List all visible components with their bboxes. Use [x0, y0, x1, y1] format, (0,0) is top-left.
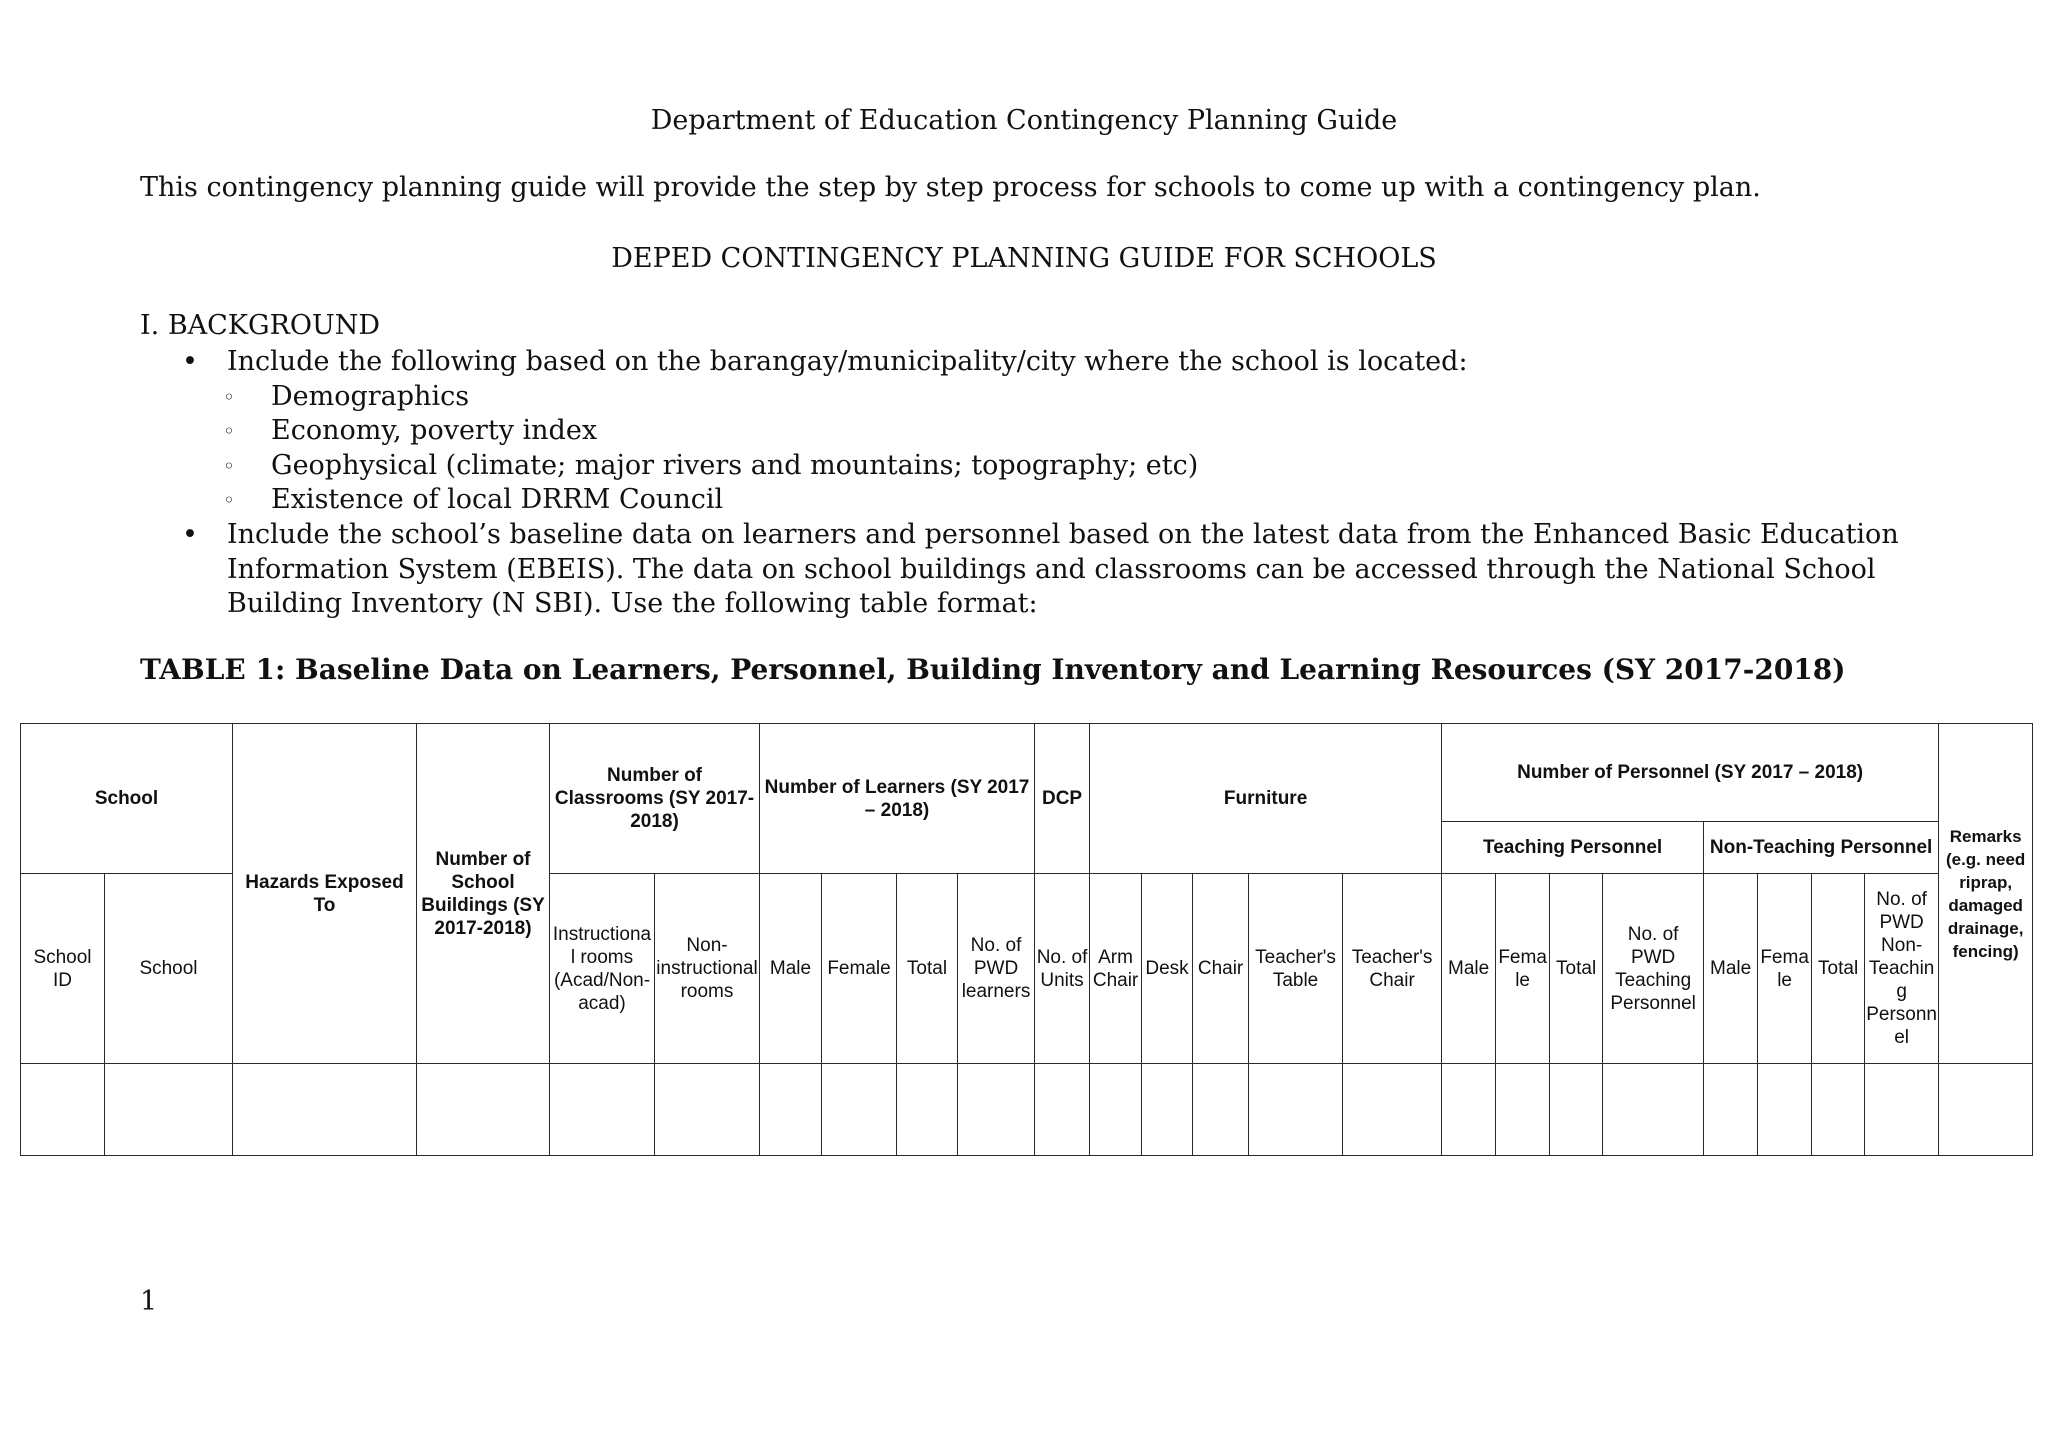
- table-cell[interactable]: [1865, 1064, 1939, 1156]
- group-non-teaching-personnel: Non-Teaching Personnel: [1704, 822, 1939, 874]
- table-cell[interactable]: [958, 1064, 1035, 1156]
- column-school-id: School ID: [21, 874, 105, 1064]
- sub-bullet-item: [140, 380, 1920, 415]
- column-non-teaching-total: Total: [1812, 874, 1865, 1064]
- column-dcp-units: No. of Units: [1035, 874, 1090, 1064]
- table-cell[interactable]: [1812, 1064, 1865, 1156]
- header-remarks: Remarks (e.g. need riprap, damaged drainage, fencing): [1939, 724, 2033, 1064]
- table-cell[interactable]: [1193, 1064, 1249, 1156]
- table-cell[interactable]: [1249, 1064, 1343, 1156]
- column-non-teaching-female: Female: [1758, 874, 1812, 1064]
- background-list: [140, 345, 1920, 622]
- table-cell[interactable]: [655, 1064, 760, 1156]
- column-instructional-rooms: Instructional rooms (Acad/Non-acad): [550, 874, 655, 1064]
- guide-heading: DEPED CONTINGENCY PLANNING GUIDE FOR SCHOOLS: [611, 243, 1437, 274]
- column-teaching-male: Male: [1442, 874, 1496, 1064]
- table-cell[interactable]: [1343, 1064, 1442, 1156]
- table-cell[interactable]: [233, 1064, 417, 1156]
- bullet-icon: •: [182, 518, 198, 550]
- column-non-instructional-rooms: Non-instructional rooms: [655, 874, 760, 1064]
- table-title: TABLE 1: Baseline Data on Learners, Personnel, Building Inventory and Learning Resources (SY 2017-2018): [140, 653, 1846, 686]
- column-non-teaching-male: Male: [1704, 874, 1758, 1064]
- sub-bullet-icon: ◦: [223, 419, 235, 444]
- sub-bullet-icon: ◦: [223, 453, 235, 478]
- group-furniture: Furniture: [1090, 724, 1442, 874]
- baseline-table-container: [20, 723, 2028, 1156]
- table-cell[interactable]: [760, 1064, 822, 1156]
- column-pwd-non-teaching: No. of PWD Non-Teaching Personnel: [1865, 874, 1939, 1064]
- table-cell[interactable]: [417, 1064, 550, 1156]
- group-school: School: [21, 724, 233, 874]
- column-pwd-teaching: No. of PWD Teaching Personnel: [1603, 874, 1704, 1064]
- column-teachers-table: Teacher's Table: [1249, 874, 1343, 1064]
- baseline-data-table: [20, 723, 2033, 1156]
- column-teaching-total: Total: [1550, 874, 1603, 1064]
- page-number: 1: [140, 1286, 158, 1317]
- sub-bullet-text: Existence of local DRRM Council: [271, 484, 724, 516]
- table-cell[interactable]: [1939, 1064, 2033, 1156]
- bullet-item: [140, 518, 1920, 622]
- table-cell[interactable]: [1704, 1064, 1758, 1156]
- table-cell[interactable]: [1603, 1064, 1704, 1156]
- table-cell[interactable]: [822, 1064, 897, 1156]
- document-title: Department of Education Contingency Planning Guide: [650, 105, 1398, 136]
- sub-bullet-text: Demographics: [271, 380, 470, 412]
- table-row: [21, 1064, 2033, 1156]
- group-classrooms: Number of Classrooms (SY 2017-2018): [550, 724, 760, 874]
- bullet-text: Include the following based on the barangay/municipality/city where the school is located:: [227, 346, 1468, 377]
- column-teaching-female: Female: [1496, 874, 1550, 1064]
- table-cell[interactable]: [897, 1064, 958, 1156]
- group-dcp: DCP: [1035, 724, 1090, 874]
- column-learners-female: Female: [822, 874, 897, 1064]
- bullet-icon: •: [182, 346, 198, 377]
- table-cell[interactable]: [1758, 1064, 1812, 1156]
- column-teachers-chair: Teacher's Chair: [1343, 874, 1442, 1064]
- sub-bullet-text: Economy, poverty index: [271, 415, 598, 447]
- column-arm-chair: Arm Chair: [1090, 874, 1142, 1064]
- table-cell[interactable]: [550, 1064, 655, 1156]
- group-learners: Number of Learners (SY 2017 – 2018): [760, 724, 1035, 874]
- header-hazards-exposed: Hazards Exposed To: [233, 724, 417, 1064]
- table-cell[interactable]: [1035, 1064, 1090, 1156]
- column-learners-total: Total: [897, 874, 958, 1064]
- sub-bullet-item: [140, 483, 1920, 518]
- column-pwd-learners: No. of PWD learners: [958, 874, 1035, 1064]
- intro-paragraph: This contingency planning guide will provide the step by step process for schools to come up with a contingency plan.: [140, 172, 1761, 203]
- sub-bullet-icon: ◦: [223, 384, 235, 409]
- table-cell[interactable]: [1442, 1064, 1496, 1156]
- sub-bullet-item: [140, 449, 1920, 484]
- column-chair: Chair: [1193, 874, 1249, 1064]
- table-cell[interactable]: [1142, 1064, 1193, 1156]
- group-teaching-personnel: Teaching Personnel: [1442, 822, 1704, 874]
- table-cell[interactable]: [1550, 1064, 1603, 1156]
- group-personnel: Number of Personnel (SY 2017 – 2018): [1442, 724, 1939, 822]
- table-cell[interactable]: [1496, 1064, 1550, 1156]
- bullet-item: [140, 345, 1920, 380]
- bullet-text: Include the school’s baseline data on learners and personnel based on the latest data from the Enhanced Basic Education Information System (EBEIS). The data on school buildings and classrooms can be accessed through the National School Building Inventory (N SBI). Use the following table format:: [227, 518, 1899, 620]
- column-desk: Desk: [1142, 874, 1193, 1064]
- header-school-buildings: Number of School Buildings (SY 2017-2018): [417, 724, 550, 1064]
- table-cell[interactable]: [1090, 1064, 1142, 1156]
- table-cell[interactable]: [21, 1064, 105, 1156]
- sub-bullet-item: [140, 414, 1920, 449]
- column-school: School: [105, 874, 233, 1064]
- column-learners-male: Male: [760, 874, 822, 1064]
- sub-bullet-icon: ◦: [223, 488, 235, 513]
- sub-bullet-text: Geophysical (climate; major rivers and mountains; topography; etc): [271, 449, 1199, 481]
- section-heading-background: I. BACKGROUND: [140, 310, 381, 341]
- table-cell[interactable]: [105, 1064, 233, 1156]
